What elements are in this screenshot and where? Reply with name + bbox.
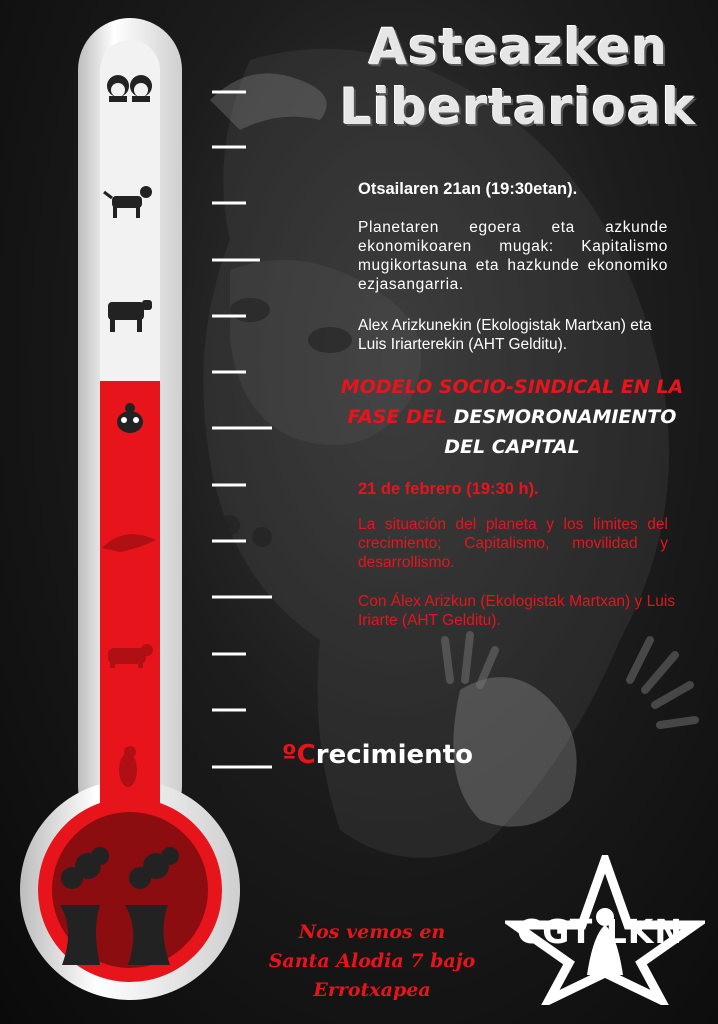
- slogan: [322, 372, 702, 462]
- label-rest: recimiento: [315, 740, 473, 770]
- basque-speakers: Alex Arizkunekin (Ekologistak Martxan) eta Luis Iriarterekin (AHT Gelditu).: [358, 317, 652, 353]
- basque-date: Otsailaren 21an (19:30etan).: [358, 180, 578, 198]
- footer-address: [222, 918, 522, 1005]
- basque-topic: Planetaren egoera eta azkunde ekonomikoaren mugak: Kapitalismo mugikortasuna eta hazkunde ekonomiko ezjasangarria.: [358, 219, 668, 293]
- slogan-line-3: DEL CAPITAL: [444, 436, 580, 458]
- slogan-line-2: [322, 402, 702, 432]
- label-initial: C: [296, 740, 316, 770]
- spanish-speakers: Con Álex Arizkun (Ekologistak Martxan) y Luis Iriarte (AHT Gelditu).: [358, 593, 676, 629]
- degree-symbol: º: [282, 740, 297, 770]
- logo-text: CGT LKN: [517, 912, 683, 951]
- scale-ticks: [212, 92, 272, 767]
- footer-line-3: Errotxapea: [313, 979, 431, 1001]
- slogan-line-2-white: DESMORONAMIENTO: [453, 406, 677, 428]
- thermometer-label: [282, 740, 473, 770]
- slogan-line-2-red: FASE DEL: [347, 406, 447, 428]
- title-line-2: Libertarioak: [339, 78, 696, 136]
- thermometer: [0, 0, 300, 1024]
- title-line-1: Asteazken: [368, 18, 668, 76]
- slogan-line-1: MODELO SOCIO-SINDICAL EN LA: [340, 376, 684, 398]
- footer-line-2: Santa Alodia 7 bajo: [268, 950, 476, 972]
- spanish-topic: La situación del planeta y los límites del crecimiento; Capitalismo, movilidad y desarrollismo.: [358, 516, 668, 571]
- footer-line-1: Nos vemos en: [298, 921, 446, 943]
- spanish-date: 21 de febrero (19:30 h).: [358, 480, 539, 498]
